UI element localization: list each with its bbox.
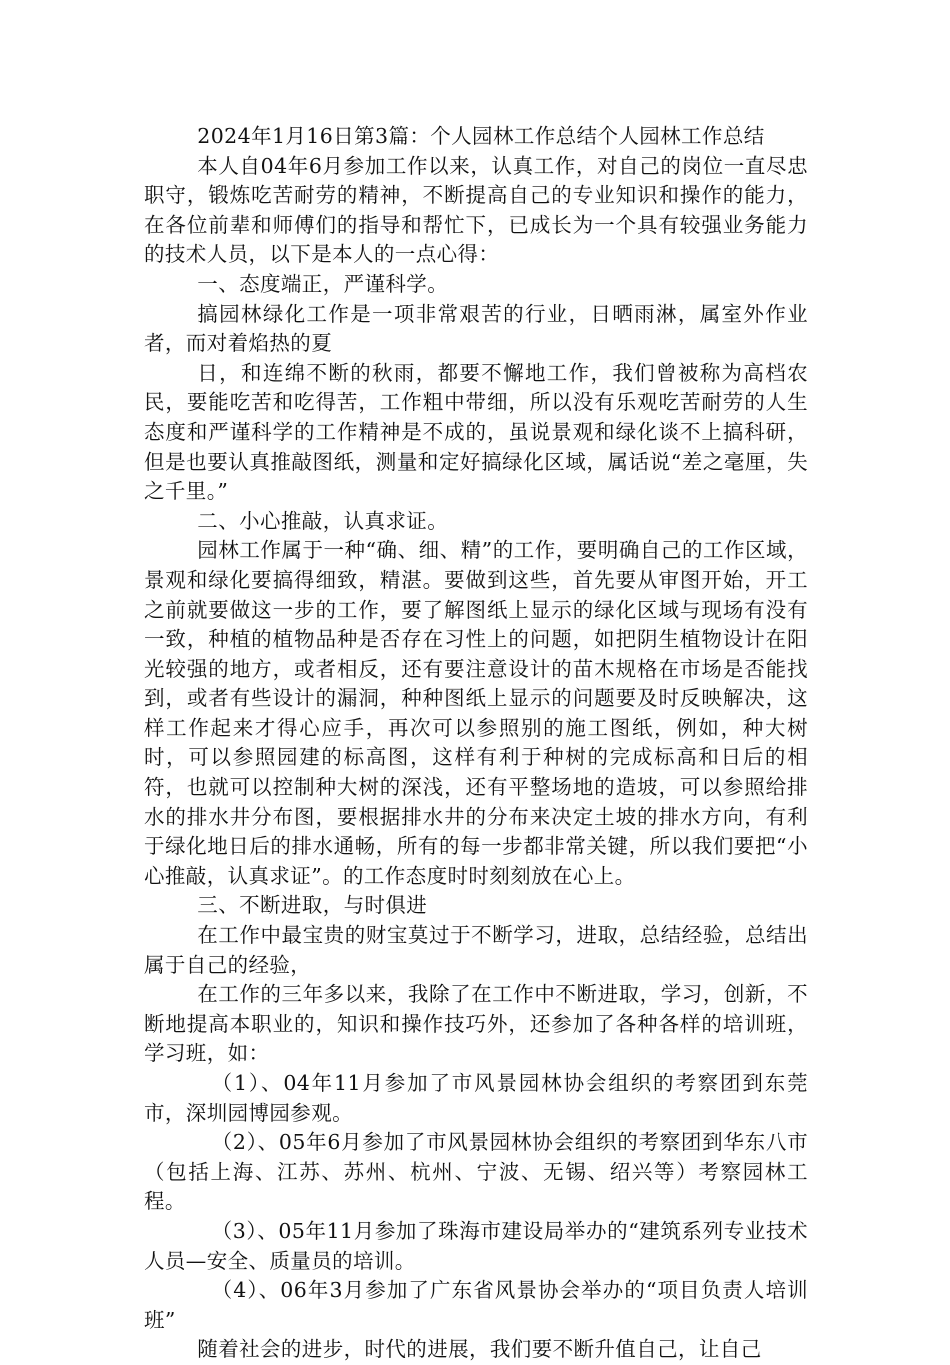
paragraph: 搞园林绿化工作是一项非常艰苦的行业，日晒雨淋，属室外作业者，而对着焰热的夏 bbox=[144, 301, 808, 356]
section-heading-2: 二、小心推敲，认真求证。 bbox=[197, 508, 449, 533]
document-title: 2024年1月16日第3篇：个人园林工作总结个人园林工作总结 bbox=[197, 124, 765, 148]
section-heading-3: 三、不断进取，与时俱进 bbox=[197, 893, 428, 918]
list-item: （4）、06年3月参加了广东省风景协会举办的“项目负责人培训班” bbox=[144, 1278, 808, 1332]
list-item: （2）、05年6月参加了市风景园林协会组织的考察团到华东八市（包括上海、江苏、苏州、杭州、宁波、无锡、绍兴等）考察园林工程。 bbox=[144, 1130, 808, 1214]
paragraph: 日，和连绵不断的秋雨，都要不懈地工作，我们曾被称为高档农民，要能吃苦和吃得苦，工作粗中带细，所以没有乐观吃苦耐劳的人生态度和严谨科学的工作精神是不成的，虽说景观和绿化谈不上搞科研，但是也要认真推敲图纸，测量和定好搞绿化区域，属话说“差之毫厘，失之千里。” bbox=[144, 360, 808, 504]
document-body bbox=[144, 122, 808, 1365]
section-heading-1: 一、态度端正，严谨科学。 bbox=[197, 271, 449, 296]
paragraph: 随着社会的进步，时代的进展，我们要不断升值自己，让自己 bbox=[197, 1337, 762, 1362]
paragraph: 在工作中最宝贵的财宝莫过于不断学习，进取，总结经验，总结出属于自己的经验， bbox=[144, 923, 808, 977]
list-item: （1）、04年11月参加了市风景园林协会组织的考察团到东莞市，深圳园博园参观。 bbox=[144, 1071, 808, 1125]
list-item: （3）、05年11月参加了珠海市建设局举办的“建筑系列专业技术人员—安全、质量员的培训。 bbox=[144, 1218, 808, 1273]
paragraph: 园林工作属于一种“确、细、精”的工作，要明确自己的工作区域，景观和绿化要搞得细致，精湛。要做到这些，首先要从审图开始，开工之前就要做这一步的工作，要了解图纸上显示的绿化区域与现场有没有一致，种植的植物品种是否存在习性上的问题，如把阴生植物设计在阳光较强的地方，或者相反，还有要注意设计的苗木规格在市场是否能找到，或者有些设计的漏洞，种种图纸上显示的问题要及时反映解决，这样工作起来才得心应手，再次可以参照别的施工图纸，例如，种大树时，可以参照园建的标高图，这样有利于种树的完成标高和日后的相符，也就可以控制种大树的深浅，还有平整场地的造坡，可以参照给排水的排水井分布图，要根据排水井的分布来决定土坡的排水方向，有利于绿化地日后的排水通畅，所有的每一步都非常关键，所以我们要把“小心推敲，认真求证”。的工作态度时时刻刻放在心上。 bbox=[144, 538, 808, 888]
paragraph: 在工作的三年多以来，我除了在工作中不断进取，学习，创新，不断地提高本职业的，知识和操作技巧外，还参加了各种各样的培训班，学习班，如： bbox=[144, 982, 808, 1066]
paragraph-intro: 本人自04年6月参加工作以来，认真工作，对自己的岗位一直尽忠职守，锻炼吃苦耐劳的精神，不断提高自己的专业知识和操作的能力，在各位前辈和师傅们的指导和帮忙下，已成长为一个具有较强业务能力的技术人员，以下是本人的一点心得： bbox=[144, 153, 808, 267]
